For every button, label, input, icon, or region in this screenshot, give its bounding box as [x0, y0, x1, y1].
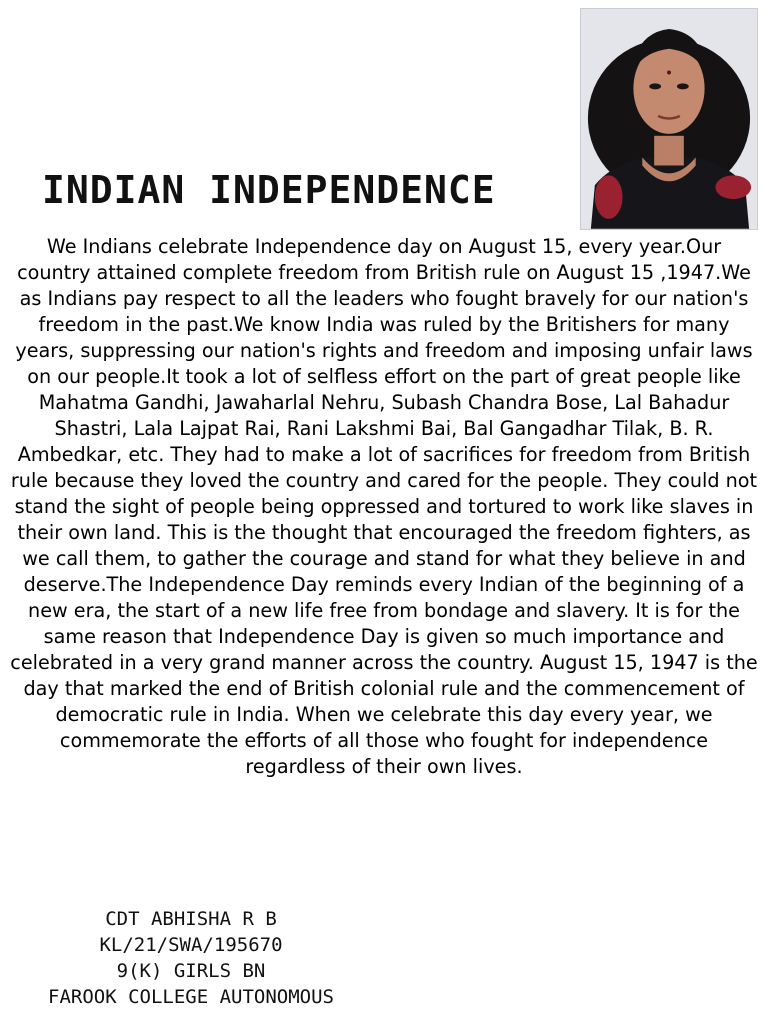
author-photo	[580, 8, 758, 230]
signature-block	[0, 906, 382, 1010]
cadet-name: CDT ABHISHA R B	[105, 908, 277, 930]
page-title: INDIAN INDEPENDENCE	[42, 168, 496, 212]
essay-body: We Indians celebrate Independence day on August 15, every year.Our country attained complete freedom from British rule on August 15 ,1947.We as Indians pay respect to all the leaders who fought bravely for our nation's freedom in the past.We know India was ruled by the Britishers for many years, suppressing our nation's rights and freedom and imposing unfair laws on our people.It took a lot of selfless effort on the part of great people like Mahatma Gandhi, Jawaharlal Nehru, Subash Chandra Bose, Lal Bahadur Shastri, Lala Lajpat Rai, Rani Lakshmi Bai, Bal Gangadhar Tilak, B. R. Ambedkar, etc. They had to make a lot of sacrifices for freedom from British rule because they loved the country and cared for the people. They could not stand the sight of people being oppressed and tortured to work like slaves in their own land. This is the thought that encouraged the freedom fighters, as we call them, to gather the courage and stand for what they believe in and deserve.The Independence Day reminds every Indian of the beginning of a new era, the start of a new life free from bondage and slavery. It is for the same reason that Independence Day is given so much importance and celebrated in a very grand manner across the country. August 15, 1947 is the day that marked the end of British colonial rule and the commencement of democratic rule in India. When we celebrate this day every year, we commemorate the efforts of all those who fought for independence regardless of their own lives.	[10, 235, 758, 778]
regimental-number: KL/21/SWA/195670	[99, 934, 283, 956]
college-name: FAROOK COLLEGE AUTONOMOUS	[48, 986, 334, 1008]
unit-name: 9(K) GIRLS BN	[116, 960, 266, 982]
portrait-image	[581, 9, 757, 229]
